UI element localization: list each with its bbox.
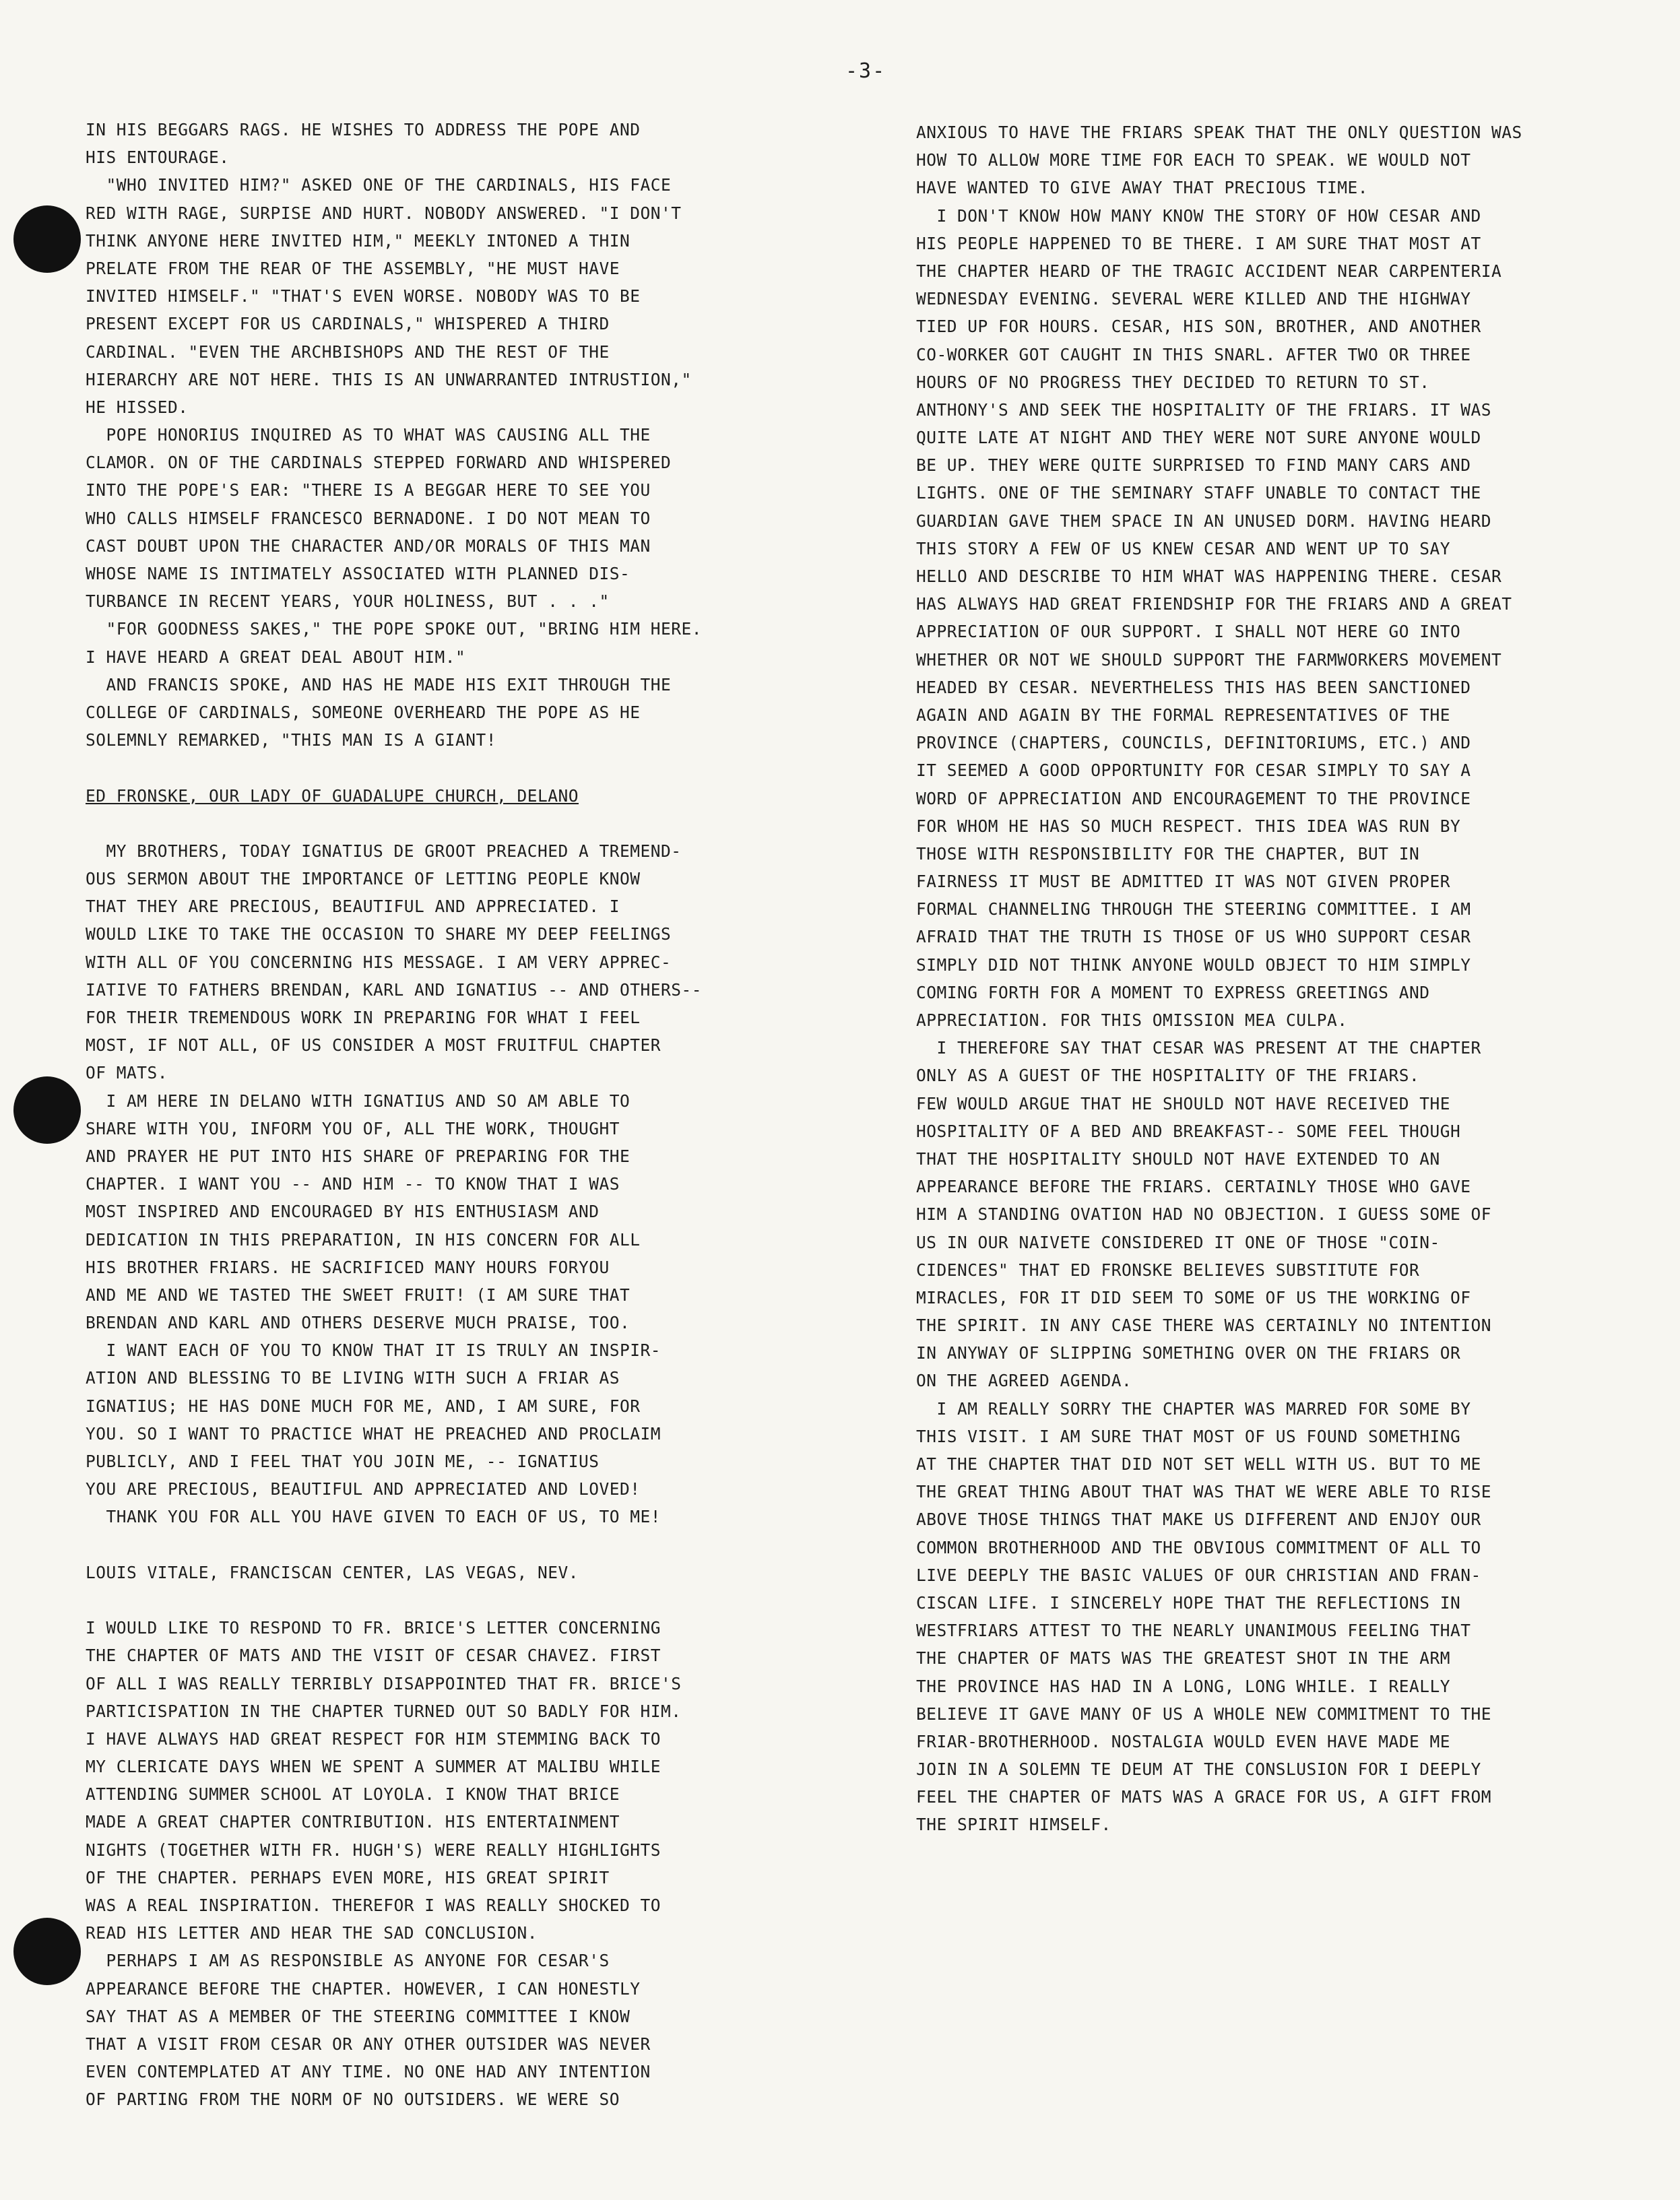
text-line: CIDENCES" THAT ED FRONSKE BELIEVES SUBSTITUTE FOR [916, 1260, 1420, 1280]
text-line [86, 754, 847, 781]
text-line: I DON'T KNOW HOW MANY KNOW THE STORY OF HOW CESAR AND [916, 205, 1481, 226]
text-line: MOST, IF NOT ALL, OF US CONSIDER A MOST FRUITFUL CHAPTER [86, 1035, 661, 1056]
text-line: SIMPLY DID NOT THINK ANYONE WOULD OBJECT TO HIM SIMPLY [916, 955, 1471, 975]
text-line: FEW WOULD ARGUE THAT HE SHOULD NOT HAVE RECEIVED THE [916, 1093, 1451, 1113]
text-line: QUITE LATE AT NIGHT AND THEY WERE NOT SURE ANYONE WOULD [916, 428, 1481, 448]
text-line: APPRECIATION. FOR THIS OMISSION MEA CULPA. [916, 1010, 1348, 1030]
text-line: CISCAN LIFE. I SINCERELY HOPE THAT THE REFLECTIONS IN [916, 1592, 1461, 1613]
text-line: MOST INSPIRED AND ENCOURAGED BY HIS ENTHUSIASM AND [86, 1202, 600, 1222]
text-line: TIED UP FOR HOURS. CESAR, HIS SON, BROTHER, AND ANOTHER [916, 317, 1481, 337]
text-line: THIS VISIT. I AM SURE THAT MOST OF US FOUND SOMETHING [916, 1426, 1461, 1446]
text-line: GUARDIAN GAVE THEM SPACE IN AN UNUSED DORM. HAVING HEARD [916, 511, 1492, 531]
punch-hole-top [13, 205, 81, 273]
text-line: THIS STORY A FEW OF US KNEW CESAR AND WENT UP TO SAY [916, 538, 1451, 558]
text-line: HAS ALWAYS HAD GREAT FRIENDSHIP FOR THE FRIARS AND A GREAT [916, 594, 1512, 614]
text-line: I THEREFORE SAY THAT CESAR WAS PRESENT AT THE CHAPTER [916, 1038, 1481, 1058]
text-line: WOULD LIKE TO TAKE THE OCCASION TO SHARE MY DEEP FEELINGS [86, 924, 672, 944]
text-line: FEEL THE CHAPTER OF MATS WAS A GRACE FOR US, A GIFT FROM [916, 1787, 1492, 1807]
text-line: DEDICATION IN THIS PREPARATION, IN HIS CONCERN FOR ALL [86, 1229, 641, 1250]
text-line: INVITED HIMSELF." "THAT'S EVEN WORSE. NOBODY WAS TO BE [86, 286, 641, 306]
text-line: WHO CALLS HIMSELF FRANCESCO BERNADONE. I DO NOT MEAN TO [86, 508, 651, 528]
text-line: WAS A REAL INSPIRATION. THEREFOR I WAS REALLY SHOCKED TO [86, 1896, 661, 1915]
text-line: HIS PEOPLE HAPPENED TO BE THERE. I AM SURE THAT MOST AT [916, 233, 1481, 253]
text-line: BRENDAN AND KARL AND OTHERS DESERVE MUCH PRAISE, TOO. [86, 1313, 631, 1333]
text-line: OF MATS. [86, 1063, 168, 1083]
text-line: CLAMOR. ON OF THE CARDINALS STEPPED FORWARD AND WHISPERED [86, 453, 672, 473]
text-line: LOUIS VITALE, FRANCISCAN CENTER, LAS VEGAS, NEV. [86, 1562, 579, 1582]
text-line: THAT THE HOSPITALITY SHOULD NOT HAVE EXTENDED TO AN [916, 1148, 1440, 1169]
text-line: I HAVE HEARD A GREAT DEAL ABOUT HIM." [86, 647, 466, 667]
text-line: HIM A STANDING OVATION HAD NO OBJECTION. I GUESS SOME OF [916, 1204, 1492, 1225]
punch-hole-middle [13, 1076, 81, 1144]
text-line: CO-WORKER GOT CAUGHT IN THIS SNARL. AFTER TWO OR THREE [916, 344, 1471, 364]
text-line [86, 810, 847, 837]
text-line: RED WITH RAGE, SURPISE AND HURT. NOBODY ANSWERED. "I DON'T [86, 203, 682, 223]
right-column [916, 119, 1671, 1839]
text-line: ATION AND BLESSING TO BE LIVING WITH SUCH A FRIAR AS [86, 1368, 620, 1388]
text-line: HELLO AND DESCRIBE TO HIM WHAT WAS HAPPENING THERE. CESAR [916, 567, 1502, 586]
text-line: AFRAID THAT THE TRUTH IS THOSE OF US WHO SUPPORT CESAR [916, 927, 1471, 947]
text-line: APPEARANCE BEFORE THE FRIARS. CERTAINLY THOSE WHO GAVE [916, 1177, 1471, 1197]
text-line: COMMON BROTHERHOOD AND THE OBVIOUS COMMITMENT OF ALL TO [916, 1537, 1481, 1557]
text-line: YOU ARE PRECIOUS, BEAUTIFUL AND APPRECIATED AND LOVED! [86, 1479, 641, 1499]
text-line: OF ALL I WAS REALLY TERRIBLY DISAPPOINTED THAT FR. BRICE'S [86, 1673, 682, 1693]
text-line: SAY THAT AS A MEMBER OF THE STEERING COMMITTEE I KNOW [86, 2006, 631, 2026]
text-line: IT SEEMED A GOOD OPPORTUNITY FOR CESAR SIMPLY TO SAY A [916, 761, 1471, 781]
text-line: NIGHTS (TOGETHER WITH FR. HUGH'S) WERE REALLY HIGHLIGHTS [86, 1840, 661, 1860]
text-line: PERHAPS I AM AS RESPONSIBLE AS ANYONE FOR CESAR'S [86, 1951, 610, 1971]
text-line: US IN OUR NAIVETE CONSIDERED IT ONE OF THOSE "COIN- [916, 1232, 1440, 1252]
text-line: POPE HONORIUS INQUIRED AS TO WHAT WAS CAUSING ALL THE [86, 425, 651, 445]
text-line: ANXIOUS TO HAVE THE FRIARS SPEAK THAT THE ONLY QUESTION WAS [916, 123, 1522, 142]
text-line: BE UP. THEY WERE QUITE SURPRISED TO FIND MANY CARS AND [916, 455, 1471, 476]
text-line: ON THE AGREED AGENDA. [916, 1371, 1132, 1391]
text-line: THAT A VISIT FROM CESAR OR ANY OTHER OUTSIDER WAS NEVER [86, 2034, 651, 2054]
text-line: ABOVE THOSE THINGS THAT MAKE US DIFFERENT AND ENJOY OUR [916, 1510, 1481, 1530]
text-line: AGAIN AND AGAIN BY THE FORMAL REPRESENTATIVES OF THE [916, 705, 1451, 725]
text-line: YOU. SO I WANT TO PRACTICE WHAT HE PREACHED AND PROCLAIM [86, 1423, 661, 1444]
text-line: COMING FORTH FOR A MOMENT TO EXPRESS GREETINGS AND [916, 982, 1430, 1002]
text-line: I HAVE ALWAYS HAD GREAT RESPECT FOR HIM STEMMING BACK TO [86, 1728, 661, 1749]
text-line: COLLEGE OF CARDINALS, SOMEONE OVERHEARD THE POPE AS HE [86, 702, 641, 722]
text-line: I AM REALLY SORRY THE CHAPTER WAS MARRED FOR SOME BY [916, 1398, 1471, 1419]
text-line: AND ME AND WE TASTED THE SWEET FRUIT! (I AM SURE THAT [86, 1285, 631, 1305]
text-line: BELIEVE IT GAVE MANY OF US A WHOLE NEW COMMITMENT TO THE [916, 1704, 1492, 1724]
text-line: THE CHAPTER HEARD OF THE TRAGIC ACCIDENT NEAR CARPENTERIA [916, 261, 1502, 281]
text-line: I WANT EACH OF YOU TO KNOW THAT IT IS TRULY AN INSPIR- [86, 1340, 661, 1361]
text-line: IGNATIUS; HE HAS DONE MUCH FOR ME, AND, I AM SURE, FOR [86, 1396, 641, 1416]
text-line: ATTENDING SUMMER SCHOOL AT LOYOLA. I KNOW THAT BRICE [86, 1784, 620, 1805]
text-line: I AM HERE IN DELANO WITH IGNATIUS AND SO AM ABLE TO [86, 1091, 631, 1111]
text-line: APPEARANCE BEFORE THE CHAPTER. HOWEVER, I CAN HONESTLY [86, 1978, 641, 1999]
text-line: SOLEMNLY REMARKED, "THIS MAN IS A GIANT! [86, 730, 497, 750]
text-line: FRIAR-BROTHERHOOD. NOSTALGIA WOULD EVEN HAVE MADE ME [916, 1731, 1451, 1751]
text-line: MY BROTHERS, TODAY IGNATIUS DE GROOT PREACHED A TREMEND- [86, 841, 682, 861]
text-line: PUBLICLY, AND I FEEL THAT YOU JOIN ME, -- IGNATIUS [86, 1452, 600, 1471]
text-line: OF PARTING FROM THE NORM OF NO OUTSIDERS. WE WERE SO [86, 2090, 620, 2110]
text-line: ONLY AS A GUEST OF THE HOSPITALITY OF THE FRIARS. [916, 1066, 1420, 1086]
text-line: PRESENT EXCEPT FOR US CARDINALS," WHISPERED A THIRD [86, 314, 610, 334]
text-line: THE SPIRIT HIMSELF. [916, 1815, 1111, 1835]
text-line: THE CHAPTER OF MATS AND THE VISIT OF CESAR CHAVEZ. FIRST [86, 1646, 661, 1666]
text-line: LIGHTS. ONE OF THE SEMINARY STAFF UNABLE TO CONTACT THE [916, 483, 1481, 503]
text-line: HIERARCHY ARE NOT HERE. THIS IS AN UNWARRANTED INTRUSTION," [86, 369, 692, 389]
text-line: HE HISSED. [86, 397, 189, 417]
text-line: MADE A GREAT CHAPTER CONTRIBUTION. HIS ENTERTAINMENT [86, 1812, 620, 1832]
text-line: THE SPIRIT. IN ANY CASE THERE WAS CERTAINLY NO INTENTION [916, 1316, 1492, 1336]
section-heading [86, 1586, 847, 1614]
text-line: CARDINAL. "EVEN THE ARCHBISHOPS AND THE REST OF THE [86, 342, 610, 362]
text-line: WHOSE NAME IS INTIMATELY ASSOCIATED WITH PLANNED DIS- [86, 564, 631, 583]
text-line: WEDNESDAY EVENING. SEVERAL WERE KILLED AND THE HIGHWAY [916, 289, 1471, 309]
text-line: HOW TO ALLOW MORE TIME FOR EACH TO SPEAK. WE WOULD NOT [916, 150, 1471, 170]
text-line: THINK ANYONE HERE INVITED HIM," MEEKLY INTONED A THIN [86, 230, 631, 251]
text-line: HOURS OF NO PROGRESS THEY DECIDED TO RETURN TO ST. [916, 372, 1430, 392]
text-line: EVEN CONTEMPLATED AT ANY TIME. NO ONE HAD ANY INTENTION [86, 2062, 651, 2082]
text-line: HOSPITALITY OF A BED AND BREAKFAST-- SOME FEEL THOUGH [916, 1121, 1461, 1141]
text-line: PARTICISPATION IN THE CHAPTER TURNED OUT SO BADLY FOR HIM. [86, 1701, 682, 1721]
text-line: THE PROVINCE HAS HAD IN A LONG, LONG WHILE. I REALLY [916, 1676, 1451, 1696]
text-line: THOSE WITH RESPONSIBILITY FOR THE CHAPTER, BUT IN [916, 843, 1420, 864]
section-heading: ED FRONSKE, OUR LADY OF GUADALUPE CHURCH, DELANO [86, 785, 579, 806]
text-line: THAT THEY ARE PRECIOUS, BEAUTIFUL AND APPRECIATED. I [86, 897, 620, 917]
text-line: WITH ALL OF YOU CONCERNING HIS MESSAGE. I AM VERY APPREC- [86, 952, 672, 972]
text-line: CHAPTER. I WANT YOU -- AND HIM -- TO KNOW THAT I WAS [86, 1174, 620, 1194]
text-line: MIRACLES, FOR IT DID SEEM TO SOME OF US THE WORKING OF [916, 1287, 1471, 1307]
text-line: FOR THEIR TREMENDOUS WORK IN PREPARING FOR WHAT I FEEL [86, 1008, 641, 1027]
text-line: THE CHAPTER OF MATS WAS THE GREATEST SHOT IN THE ARM [916, 1648, 1451, 1669]
text-line: PRELATE FROM THE REAR OF THE ASSEMBLY, "HE MUST HAVE [86, 258, 620, 278]
text-line: WHETHER OR NOT WE SHOULD SUPPORT THE FARMWORKERS MOVEMENT [916, 649, 1502, 670]
text-line: HEADED BY CESAR. NEVERTHELESS THIS HAS BEEN SANCTIONED [916, 677, 1471, 697]
text-line: HAVE WANTED TO GIVE AWAY THAT PRECIOUS TIME. [916, 178, 1369, 198]
text-line: FOR WHOM HE HAS SO MUCH RESPECT. THIS IDEA WAS RUN BY [916, 816, 1461, 836]
text-line [86, 1531, 847, 1559]
text-line: HIS BROTHER FRIARS. HE SACRIFICED MANY HOURS FORYOU [86, 1257, 610, 1277]
text-line: IATIVE TO FATHERS BRENDAN, KARL AND IGNATIUS -- AND OTHERS-- [86, 979, 703, 1000]
text-line: THANK YOU FOR ALL YOU HAVE GIVEN TO EACH OF US, TO ME! [86, 1507, 661, 1527]
punch-hole-bottom [13, 1918, 81, 1985]
text-line: "FOR GOODNESS SAKES," THE POPE SPOKE OUT, "BRING HIM HERE. [86, 619, 703, 639]
text-line: APPRECIATION OF OUR SUPPORT. I SHALL NOT HERE GO INTO [916, 622, 1461, 642]
text-line: THE GREAT THING ABOUT THAT WAS THAT WE WERE ABLE TO RISE [916, 1482, 1492, 1502]
text-line: CAST DOUBT UPON THE CHARACTER AND/OR MORALS OF THIS MAN [86, 536, 651, 556]
text-line: SHARE WITH YOU, INFORM YOU OF, ALL THE WORK, THOUGHT [86, 1118, 620, 1138]
text-line: WESTFRIARS ATTEST TO THE NEARLY UNANIMOUS FEELING THAT [916, 1621, 1471, 1641]
text-line: OUS SERMON ABOUT THE IMPORTANCE OF LETTING PEOPLE KNOW [86, 869, 641, 889]
text-line: HIS ENTOURAGE. [86, 148, 230, 168]
text-line: FAIRNESS IT MUST BE ADMITTED IT WAS NOT GIVEN PROPER [916, 872, 1451, 892]
text-line: MY CLERICATE DAYS WHEN WE SPENT A SUMMER AT MALIBU WHILE [86, 1757, 661, 1777]
text-line: I WOULD LIKE TO RESPOND TO FR. BRICE'S LETTER CONCERNING [86, 1618, 661, 1638]
text-line: ANTHONY'S AND SEEK THE HOSPITALITY OF THE FRIARS. IT WAS [916, 399, 1492, 420]
text-line: WORD OF APPRECIATION AND ENCOURAGEMENT TO THE PROVINCE [916, 788, 1471, 808]
text-line: OF THE CHAPTER. PERHAPS EVEN MORE, HIS GREAT SPIRIT [86, 1867, 610, 1887]
text-line: READ HIS LETTER AND HEAR THE SAD CONCLUSION. [86, 1923, 538, 1943]
text-line: "WHO INVITED HIM?" ASKED ONE OF THE CARDINALS, HIS FACE [86, 175, 672, 195]
text-line: PROVINCE (CHAPTERS, COUNCILS, DEFINITORIUMS, ETC.) AND [916, 733, 1471, 753]
text-line: AT THE CHAPTER THAT DID NOT SET WELL WITH US. BUT TO ME [916, 1454, 1481, 1474]
page-number: -3- [845, 59, 886, 83]
text-line: INTO THE POPE'S EAR: "THERE IS A BEGGAR HERE TO SEE YOU [86, 480, 651, 500]
text-line: FORMAL CHANNELING THROUGH THE STEERING COMMITTEE. I AM [916, 899, 1471, 919]
text-line: AND FRANCIS SPOKE, AND HAS HE MADE HIS EXIT THROUGH THE [86, 674, 672, 694]
text-line: JOIN IN A SOLEMN TE DEUM AT THE CONSLUSION FOR I DEEPLY [916, 1759, 1481, 1780]
left-column [86, 116, 847, 2114]
text-line: AND PRAYER HE PUT INTO HIS SHARE OF PREPARING FOR THE [86, 1146, 631, 1166]
text-line: LIVE DEEPLY THE BASIC VALUES OF OUR CHRISTIAN AND FRAN- [916, 1565, 1481, 1585]
text-line: TURBANCE IN RECENT YEARS, YOUR HOLINESS, BUT . . ." [86, 591, 610, 612]
text-line: IN HIS BEGGARS RAGS. HE WISHES TO ADDRESS THE POPE AND [86, 120, 641, 139]
text-line: IN ANYWAY OF SLIPPING SOMETHING OVER ON THE FRIARS OR [916, 1343, 1461, 1363]
